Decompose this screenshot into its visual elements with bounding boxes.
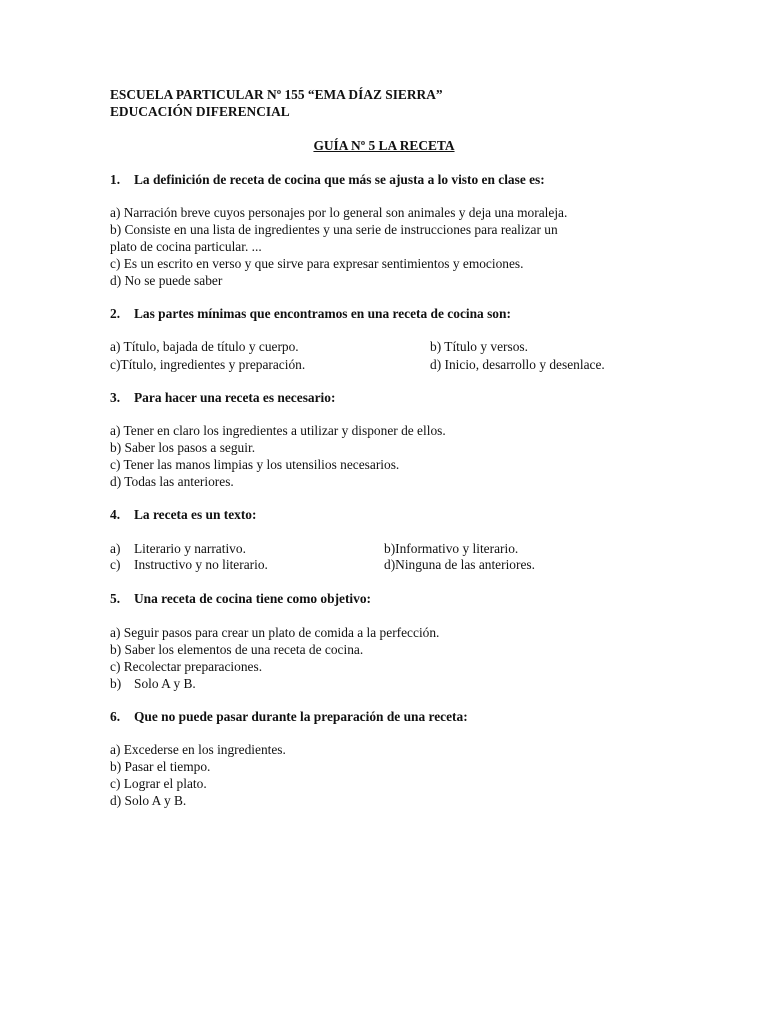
question-text: Para hacer una receta es necesario:	[134, 390, 336, 405]
q1-option-b-cont: plato de cocina particular. ...	[110, 239, 262, 254]
q6-option-d: d) Solo A y B.	[110, 793, 187, 808]
question-number: 6.	[110, 709, 121, 724]
question-2	[110, 305, 511, 322]
option-letter: a)	[110, 541, 121, 556]
q6-option-a: a) Excederse en los ingredientes.	[110, 742, 286, 757]
question-number: 4.	[110, 507, 121, 522]
q2-option-d: d) Inicio, desarrollo y desenlace.	[430, 357, 605, 372]
q4-option-c	[110, 556, 268, 573]
question-text: Las partes mínimas que encontramos en una receta de cocina son:	[134, 306, 511, 321]
q5-option-d	[110, 675, 196, 692]
q1-option-d: d) No se puede saber	[110, 273, 223, 288]
q2-option-a: a) Título, bajada de título y cuerpo.	[110, 339, 299, 354]
question-4	[110, 506, 256, 523]
q5-option-c: c) Recolectar preparaciones.	[110, 659, 263, 674]
q2-option-b: b) Título y versos.	[430, 339, 528, 354]
q3-option-d: d) Todas las anteriores.	[110, 474, 234, 489]
question-text: La definición de receta de cocina que más se ajusta a lo visto en clase es:	[134, 172, 545, 187]
question-text: Que no puede pasar durante la preparación de una receta:	[134, 709, 468, 724]
q4-option-d: d)Ninguna de las anteriores.	[384, 557, 535, 572]
question-1	[110, 171, 545, 188]
program-name: EDUCACIÓN DIFERENCIAL	[110, 104, 290, 119]
question-6	[110, 708, 468, 725]
question-number: 3.	[110, 390, 121, 405]
question-number: 1.	[110, 172, 121, 187]
option-letter: b)	[110, 676, 122, 691]
question-number: 2.	[110, 306, 121, 321]
question-3	[110, 389, 335, 406]
option-text: Literario y narrativo.	[134, 541, 246, 556]
q4-option-b: b)Informativo y literario.	[384, 541, 519, 556]
option-text: Solo A y B.	[134, 676, 196, 691]
q5-option-b: b) Saber los elementos de una receta de cocina.	[110, 642, 364, 657]
q1-option-b: b) Consiste en una lista de ingredientes y una serie de instrucciones para realizar un	[110, 222, 558, 237]
question-5	[110, 590, 371, 607]
q6-option-b: b) Pasar el tiempo.	[110, 759, 211, 774]
document-title: GUÍA Nº 5 LA RECETA	[313, 138, 455, 153]
q4-option-a	[110, 540, 246, 557]
q5-option-a: a) Seguir pasos para crear un plato de comida a la perfección.	[110, 625, 440, 640]
question-number: 5.	[110, 591, 121, 606]
q6-option-c: c) Lograr el plato.	[110, 776, 207, 791]
q1-option-c: c) Es un escrito en verso y que sirve para expresar sentimientos y emociones.	[110, 256, 524, 271]
q3-option-a: a) Tener en claro los ingredientes a utilizar y disponer de ellos.	[110, 423, 446, 438]
option-letter: c)	[110, 557, 121, 572]
question-text: Una receta de cocina tiene como objetivo:	[134, 591, 371, 606]
q1-option-a: a) Narración breve cuyos personajes por lo general son animales y deja una moraleja.	[110, 205, 568, 220]
q3-option-b: b) Saber los pasos a seguir.	[110, 440, 256, 455]
q2-option-c: c)Título, ingredientes y preparación.	[110, 357, 306, 372]
q3-option-c: c) Tener las manos limpias y los utensilios necesarios.	[110, 457, 400, 472]
school-name: ESCUELA PARTICULAR Nº 155 “EMA DÍAZ SIERRA”	[110, 87, 443, 102]
option-text: Instructivo y no literario.	[134, 557, 268, 572]
question-text: La receta es un texto:	[134, 507, 257, 522]
